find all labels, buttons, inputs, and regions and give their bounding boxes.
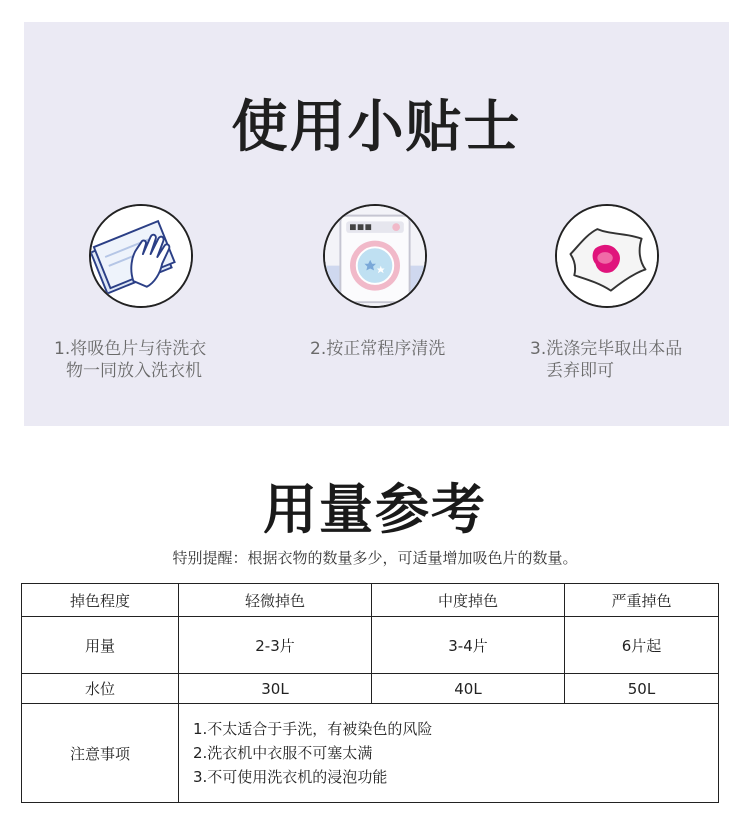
washing-machine-icon [323, 204, 427, 308]
table-cell: 3-4片 [372, 617, 565, 674]
usage-table [21, 583, 719, 803]
table-cell: 2-3片 [179, 617, 372, 674]
step-1-line-2: 物一同放入洗衣机 [66, 361, 202, 381]
step-3-label [530, 338, 682, 382]
table-row [22, 704, 719, 803]
table-header-cell: 掉色程度 [22, 584, 179, 617]
table-cell: 6片起 [565, 617, 719, 674]
notes-cell [179, 704, 719, 803]
row-label-water-level: 水位 [22, 674, 179, 704]
table-header-cell: 中度掉色 [372, 584, 565, 617]
row-label-notes: 注意事项 [22, 704, 179, 803]
step-2-label [310, 338, 445, 360]
hand-placing-sheet-icon [89, 204, 193, 308]
note-item: 1.不太适合于手洗，有被染色的风险 [193, 720, 433, 738]
table-cell: 50L [565, 674, 719, 704]
table-header-cell: 严重掉色 [565, 584, 719, 617]
step-1-line-1: 1.将吸色片与待洗衣 [54, 339, 207, 359]
step-3-line-1: 3.洗涤完毕取出本品 [530, 339, 683, 359]
table-cell: 30L [179, 674, 372, 704]
tips-title: 使用小贴士 [231, 95, 522, 160]
table-header-row [22, 584, 719, 617]
table-header-cell: 轻微掉色 [179, 584, 372, 617]
note-item: 2.洗衣机中衣服不可塞太满 [193, 744, 373, 762]
tips-panel [24, 22, 729, 426]
table-row [22, 617, 719, 674]
step-2-line-1: 2.按正常程序清洗 [310, 339, 446, 359]
table-row [22, 674, 719, 704]
step-1-label [54, 338, 206, 382]
usage-note: 特别提醒：根据衣物的数量多少，可适量增加吸色片的数量。 [172, 549, 578, 567]
stained-sheet-icon [555, 204, 659, 308]
row-label-dosage: 用量 [22, 617, 179, 674]
usage-title: 用量参考 [263, 478, 487, 541]
note-item: 3.不可使用洗衣机的浸泡功能 [193, 768, 388, 786]
table-cell: 40L [372, 674, 565, 704]
step-3-line-2: 丢弃即可 [546, 361, 614, 381]
